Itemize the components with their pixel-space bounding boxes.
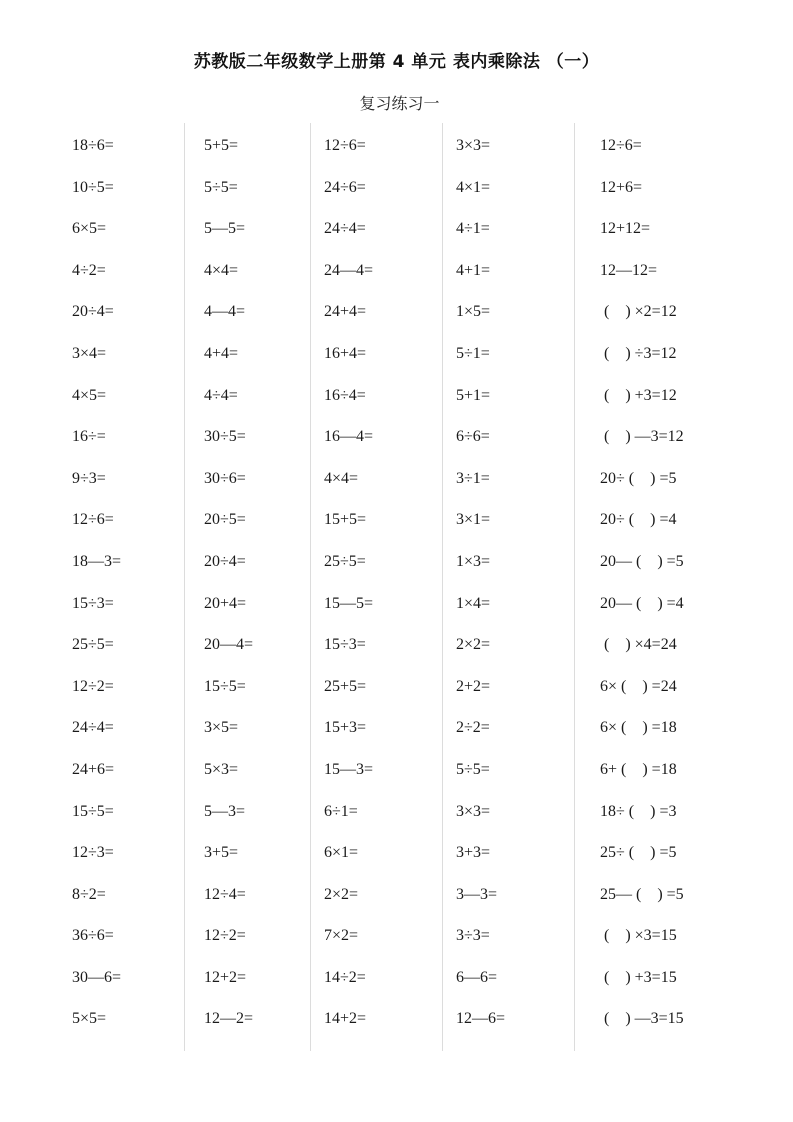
math-problem: 12—6=: [456, 1010, 506, 1028]
math-problem: 6+ ( ) =18: [600, 760, 677, 778]
math-problem: 3+3=: [456, 844, 491, 862]
math-problem: ( ) ×2=12: [600, 303, 677, 321]
math-problem: 4×1=: [456, 178, 491, 196]
math-problem: ( ) —3=15: [600, 1010, 684, 1028]
math-problem: 36÷6=: [72, 927, 114, 945]
math-problem: 3×1=: [456, 511, 491, 529]
math-problem: 4×4=: [324, 469, 359, 487]
math-problem: 20÷4=: [72, 303, 114, 321]
math-problem: 12÷2=: [72, 677, 114, 695]
math-problem: 20— ( ) =5: [600, 552, 684, 570]
math-problem: 12+2=: [204, 968, 247, 986]
math-problem: 6× ( ) =18: [600, 719, 677, 737]
math-problem: 20+4=: [204, 594, 247, 612]
exercise-column-4: [456, 134, 505, 1049]
math-problem: 12÷2=: [204, 927, 246, 945]
math-problem: 1×3=: [456, 552, 491, 570]
math-problem: 3—3=: [456, 885, 498, 903]
math-problem: 2×2=: [456, 636, 491, 654]
math-problem: 15+3=: [324, 719, 367, 737]
math-problem: 20÷5=: [204, 511, 246, 529]
math-problem: 15÷3=: [324, 636, 366, 654]
math-problem: 3÷3=: [456, 927, 490, 945]
math-problem: 10÷5=: [72, 178, 114, 196]
math-problem: 4÷4=: [204, 386, 238, 404]
exercise-column-2: [204, 134, 253, 1049]
math-problem: 6—6=: [456, 968, 498, 986]
math-problem: 5×3=: [204, 760, 239, 778]
math-problem: 8÷2=: [72, 885, 106, 903]
math-problem: 5÷1=: [456, 344, 490, 362]
math-problem: 15÷5=: [72, 802, 114, 820]
math-problem: ( ) +3=12: [600, 386, 677, 404]
math-problem: 12—12=: [600, 261, 658, 279]
math-problem: 24÷4=: [72, 719, 114, 737]
math-problem: 1×4=: [456, 594, 491, 612]
math-problem: ( ) ×3=15: [600, 927, 677, 945]
math-problem: 6×5=: [72, 220, 107, 238]
math-problem: ( ) +3=15: [600, 968, 677, 986]
math-problem: 5×5=: [72, 1010, 107, 1028]
math-problem: 20÷ ( ) =4: [600, 511, 677, 529]
math-problem: ( ) ÷3=12: [600, 344, 677, 362]
document-title: 苏教版二年级数学上册第 4 单元 表内乘除法 （一）: [193, 52, 600, 72]
math-problem: 6÷6=: [456, 428, 490, 446]
math-problem: 25— ( ) =5: [600, 885, 684, 903]
math-problem: 12—2=: [204, 1010, 254, 1028]
math-problem: 4—4=: [204, 303, 246, 321]
math-problem: 4+1=: [456, 261, 491, 279]
column-divider: [442, 123, 443, 1051]
math-problem: 4+4=: [204, 344, 239, 362]
math-problem: 15+5=: [324, 511, 367, 529]
math-problem: 30÷6=: [204, 469, 246, 487]
math-problem: ( ) —3=12: [600, 428, 684, 446]
math-problem: 5—3=: [204, 802, 246, 820]
math-problem: 2÷2=: [456, 719, 490, 737]
math-problem: 14+2=: [324, 1010, 367, 1028]
math-problem: 30—6=: [72, 968, 122, 986]
column-divider: [184, 123, 185, 1051]
math-problem: 4×5=: [72, 386, 107, 404]
math-problem: 20÷4=: [204, 552, 246, 570]
math-problem: 5÷5=: [204, 178, 238, 196]
math-problem: 24—4=: [324, 261, 374, 279]
math-problem: 7×2=: [324, 927, 359, 945]
math-problem: 18÷6=: [72, 137, 114, 154]
column-divider: [574, 123, 575, 1051]
math-problem: 12÷6=: [324, 137, 366, 154]
math-problem: 4×4=: [204, 261, 239, 279]
math-problem: 15—3=: [324, 760, 374, 778]
math-problem: 3×4=: [72, 344, 107, 362]
math-problem: 12÷6=: [600, 137, 642, 154]
math-problem: 4÷1=: [456, 220, 490, 238]
math-problem: 3×3=: [456, 137, 491, 154]
math-problem: 9÷3=: [72, 469, 106, 487]
math-problem: 20— ( ) =4: [600, 594, 684, 612]
math-problem: 16÷=: [72, 428, 106, 446]
math-problem: 12+6=: [600, 178, 643, 196]
math-problem: 3×5=: [204, 719, 239, 737]
math-problem: 3÷1=: [456, 469, 490, 487]
exercise-column-3: [324, 134, 373, 1049]
math-problem: 12÷6=: [72, 511, 114, 529]
math-problem: 16÷4=: [324, 386, 366, 404]
math-problem: 5÷5=: [456, 760, 490, 778]
math-problem: 30÷5=: [204, 428, 246, 446]
math-problem: 24÷4=: [324, 220, 366, 238]
math-problem: 1×5=: [456, 303, 491, 321]
math-problem: 12÷3=: [72, 844, 114, 862]
math-problem: 5+5=: [204, 137, 239, 154]
math-problem: 25÷ ( ) =5: [600, 844, 677, 862]
math-problem: 5—5=: [204, 220, 246, 238]
math-problem: 6× ( ) =24: [600, 677, 677, 695]
math-problem: 15÷3=: [72, 594, 114, 612]
math-problem: 6×1=: [324, 844, 359, 862]
math-problem: 4÷2=: [72, 261, 106, 279]
column-divider: [310, 123, 311, 1051]
math-problem: 24+6=: [72, 760, 115, 778]
math-problem: 24÷6=: [324, 178, 366, 196]
math-problem: 16—4=: [324, 428, 374, 446]
math-problem: 14÷2=: [324, 968, 366, 986]
math-problem: ( ) ×4=24: [600, 636, 677, 654]
math-problem: 2+2=: [456, 677, 491, 695]
math-problem: 20—4=: [204, 636, 254, 654]
math-problem: 12+12=: [600, 220, 651, 238]
math-problem: 3×3=: [456, 802, 491, 820]
math-problem: 3+5=: [204, 844, 239, 862]
math-problem: 2×2=: [324, 885, 359, 903]
math-problem: 18÷ ( ) =3: [600, 802, 677, 820]
exercise-column-1: [72, 134, 121, 1049]
math-problem: 15÷5=: [204, 677, 246, 695]
math-problem: 15—5=: [324, 594, 374, 612]
exercise-subtitle: 复习练习一: [359, 94, 440, 113]
math-problem: 5+1=: [456, 386, 491, 404]
math-problem: 16+4=: [324, 344, 367, 362]
math-problem: 25+5=: [324, 677, 367, 695]
math-problem: 25÷5=: [72, 636, 114, 654]
math-problem: 18—3=: [72, 552, 122, 570]
exercise-column-5: [600, 134, 684, 1049]
math-problem: 12÷4=: [204, 885, 246, 903]
math-problem: 24+4=: [324, 303, 367, 321]
math-problem: 25÷5=: [324, 552, 366, 570]
math-problem: 20÷ ( ) =5: [600, 469, 677, 487]
math-problem: 6÷1=: [324, 802, 358, 820]
